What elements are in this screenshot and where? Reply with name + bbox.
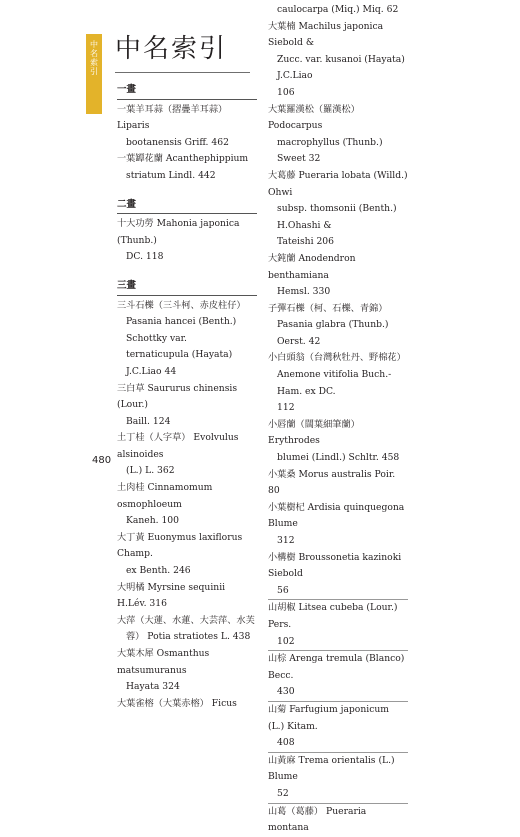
index-entry-line (117, 646, 257, 679)
index-line: 大萍（大蓮、水蓮、大芸萍、水芙 (117, 614, 255, 626)
index-entry-line (117, 530, 257, 563)
index-line: 小唇蘭（闊葉細筆蘭） Erythrodes (268, 418, 360, 447)
index-line: 小構樹 Broussonetia kazinoki Siebold (268, 551, 402, 580)
index-entry-line (268, 804, 408, 837)
index-line: 十大功勞 Mahonia japonica (Thunb.) (117, 218, 240, 246)
index-line: 小葉樹杞 Ardisia quinquegona Blume (268, 501, 405, 530)
index-line: Kaneh. 100 (126, 515, 179, 527)
index-entry (117, 216, 257, 266)
index-entry (117, 696, 257, 713)
index-entry (117, 646, 257, 696)
index-entry-line (268, 284, 408, 301)
index-entry-line (117, 298, 257, 315)
index-entry-line (268, 317, 408, 350)
index-entry (268, 168, 408, 251)
index-entry-line (268, 251, 408, 284)
index-entry-line (117, 463, 257, 480)
index-entry-line (268, 168, 408, 201)
index-line: 山棕 Arenga tremula (Blanco) Becc. (268, 653, 405, 681)
index-entry (117, 580, 257, 613)
index-entry-line (268, 753, 408, 786)
index-entry (117, 613, 257, 646)
index-entry (268, 701, 408, 752)
index-column-right (268, 2, 408, 837)
stroke-count-heading: 一畫 (117, 82, 257, 100)
index-line: 106 (277, 86, 295, 98)
index-line: Pasania hancei (Benth.) Schottky var. (126, 316, 237, 344)
index-entry-line (268, 467, 408, 500)
index-line: 山黃麻 Trema orientalis (L.) Blume (268, 754, 395, 783)
index-entry (268, 251, 408, 301)
index-entry (268, 599, 408, 650)
index-entry-line (117, 430, 257, 463)
index-entry-line (268, 52, 408, 85)
index-line: 大葛藤 Pueraria lobata (Willd.) Ohwi (268, 169, 408, 198)
index-entry-line (117, 249, 257, 266)
index-entry-line (117, 414, 257, 431)
index-entry (117, 430, 257, 480)
index-entry-line (268, 400, 408, 417)
index-entry (117, 298, 257, 381)
index-entry (268, 350, 408, 416)
index-line: 山胡椒 Litsea cubeba (Lour.) Pers. (268, 602, 398, 630)
index-line: 土丁桂（人字草） Evolvulus alsinoides (117, 432, 239, 460)
index-line: 子彈石櫟（柯、石櫟、青錦） (268, 302, 388, 314)
index-entry-line (268, 2, 408, 19)
index-entry-line (268, 702, 408, 735)
index-entry-line (268, 450, 408, 467)
section-gap (117, 185, 257, 197)
index-entry-line (117, 580, 257, 613)
index-entry (268, 19, 408, 102)
index-entry-line (268, 583, 408, 600)
index-line: Hemsl. 330 (277, 286, 331, 298)
index-entry (268, 803, 408, 837)
index-line: 一葉羊耳蒜（摺疊羊耳蒜） Liparis (117, 103, 228, 132)
index-line: bootanensis Griff. 462 (126, 136, 229, 148)
index-line: 52 (277, 787, 289, 799)
index-entry-line (117, 381, 257, 414)
section-gap (117, 266, 257, 278)
index-line: 408 (277, 737, 295, 749)
section-tab-label: 中名索引 (89, 40, 99, 76)
index-line: 小葉桑 Morus australis Poir. 80 (268, 468, 396, 497)
index-line: 大鈍蘭 Anodendron benthamiana (268, 252, 356, 281)
index-entry (268, 650, 408, 701)
index-entry-line (117, 629, 257, 646)
index-line: 大葉木犀 Osmanthus matsumuranus (117, 648, 210, 676)
index-line: 大丁黃 Euonymus laxiflorus Champ. (117, 531, 243, 560)
index-entry-line (268, 367, 408, 400)
index-entry-line (117, 679, 257, 696)
index-entry-line (268, 19, 408, 52)
index-column-left (117, 82, 257, 712)
index-line: 大葉羅漢松（羅漢松） Podocarpus (268, 103, 360, 132)
page-number: 480 (92, 455, 112, 466)
index-entry-line (268, 684, 408, 701)
index-entry-line (268, 634, 408, 651)
index-line: 312 (277, 535, 295, 546)
index-line: blumei (Lindl.) Schltr. 458 (277, 452, 400, 464)
index-line: 102 (277, 635, 295, 647)
index-entry (117, 381, 257, 431)
index-entry-line (268, 786, 408, 803)
index-line: ex Benth. 246 (126, 565, 191, 577)
section-tab (86, 34, 102, 114)
index-entry-line (117, 135, 257, 152)
index-line: striatum Lindl. 442 (126, 169, 216, 181)
index-entry-line (117, 513, 257, 530)
index-line: 大葉雀榕（大葉赤榕） Ficus (117, 697, 237, 709)
index-entry-line (268, 350, 408, 367)
index-entry-line (268, 533, 408, 550)
index-entry-line (117, 102, 257, 135)
index-line: subsp. thomsonii (Benth.) H.Ohashi & (277, 203, 397, 231)
index-line: Pasania glabra (Thunb.) Oerst. 42 (277, 319, 389, 347)
index-line: 蓉） Potia stratiotes L. 438 (126, 631, 251, 643)
index-line: 山菊 Farfugium japonicum (L.) Kitam. (268, 703, 389, 732)
index-entry-line (268, 500, 408, 533)
index-entry-line (268, 651, 408, 684)
index-line: Tateishi 206 (277, 236, 334, 248)
index-entry-line (117, 216, 257, 249)
index-entry-line (117, 314, 257, 347)
index-line: macrophyllus (Thunb.) Sweet 32 (277, 136, 383, 165)
index-entry-line (268, 550, 408, 583)
index-entry-line (268, 85, 408, 102)
index-entry (268, 102, 408, 168)
index-entry-line (268, 600, 408, 633)
index-entry-line (117, 613, 257, 630)
index-line: Baill. 124 (126, 415, 171, 427)
index-entry (268, 467, 408, 500)
index-entry-line (117, 563, 257, 580)
index-entry (117, 480, 257, 530)
index-entry (268, 550, 408, 600)
index-entry-line (117, 480, 257, 513)
stroke-count-heading: 三畫 (117, 278, 257, 296)
index-entry-line (117, 347, 257, 380)
index-entry-line (268, 735, 408, 752)
stroke-count-heading: 二畫 (117, 197, 257, 215)
index-line: 土肉桂 Cinnamomum osmophloeum (117, 482, 213, 510)
index-entry (268, 752, 408, 803)
index-entry-line (268, 201, 408, 234)
index-line: 三白草 Saururus chinensis (Lour.) (117, 382, 238, 411)
page-title: 中名索引 (115, 34, 228, 64)
index-entry-line (117, 696, 257, 713)
index-line: caulocarpa (Miq.) Miq. 62 (277, 4, 399, 15)
index-entry-line (268, 301, 408, 318)
title-underline (115, 72, 250, 73)
index-entry-line (268, 102, 408, 135)
index-line: 大明橘 Myrsine sequinii H.Lév. 316 (117, 581, 226, 610)
index-entry-line (268, 417, 408, 450)
index-line: (L.) L. 362 (126, 465, 175, 477)
index-line: DC. 118 (126, 251, 164, 263)
index-line: 三斗石櫟（三斗柯、赤皮柱仔） (117, 299, 246, 311)
index-line: 430 (277, 686, 295, 698)
index-entry (268, 500, 408, 550)
index-line: Anemone vitifolia Buch.-Ham. ex DC. (277, 369, 392, 397)
index-line: 112 (277, 402, 295, 414)
index-entry-line (268, 234, 408, 251)
index-entry (117, 102, 257, 152)
index-line: 山葛（葛藤） Pueraria montana (268, 805, 367, 834)
index-line: 一葉罈花蘭 Acanthephippium (117, 153, 249, 165)
index-line: 56 (277, 584, 289, 596)
index-line: Zucc. var. kusanoi (Hayata) J.C.Liao (277, 53, 405, 82)
index-line: ternaticupula (Hayata) J.C.Liao 44 (126, 349, 233, 377)
index-entry-line (268, 135, 408, 168)
index-entry (268, 301, 408, 351)
index-line: 小白頭翁（台灣秋牡丹、野棉花） (268, 352, 406, 364)
index-entry-line (117, 151, 257, 168)
index-entry (117, 530, 257, 580)
index-entry (268, 417, 408, 467)
index-entry (268, 2, 408, 19)
index-entry (117, 151, 257, 184)
index-line: Hayata 324 (126, 681, 180, 693)
index-entry-line (117, 168, 257, 185)
index-line: 大葉楠 Machilus japonica Siebold & (268, 20, 384, 49)
